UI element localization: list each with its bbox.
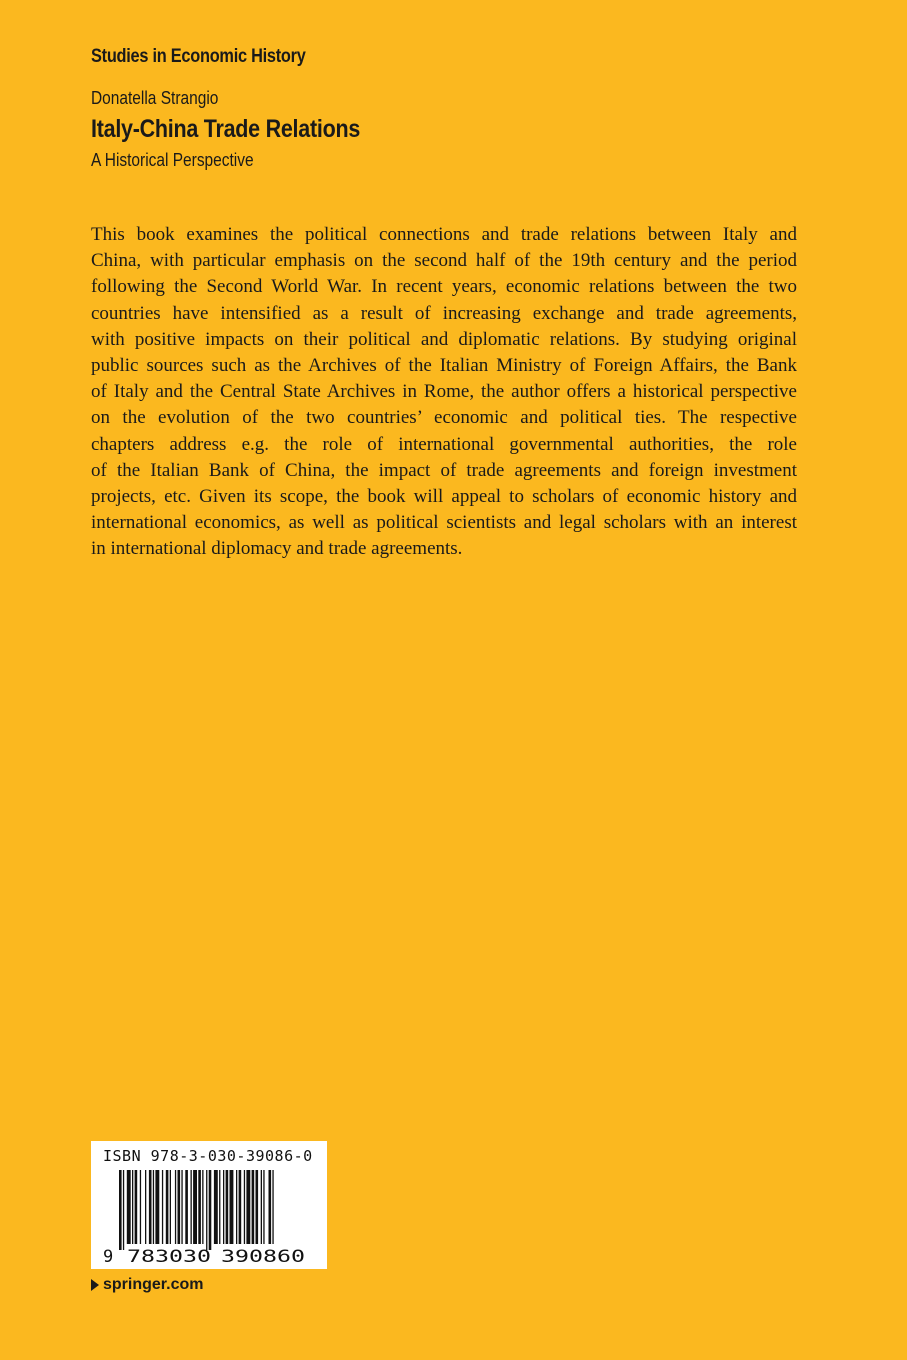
- blurb-line: on the evolution of the two countries’ economic and political ties. The respective: [91, 407, 797, 429]
- barcode-bar: [155, 1170, 159, 1244]
- barcode-bar: [178, 1170, 181, 1244]
- barcode-bar: [193, 1170, 197, 1244]
- barcode-bars: [119, 1170, 274, 1250]
- barcode-bar: [175, 1170, 176, 1244]
- barcode-bar: [223, 1170, 224, 1244]
- barcode-bar: [261, 1170, 262, 1244]
- arrow-right-icon: [91, 1279, 99, 1291]
- barcode-bar: [256, 1170, 259, 1244]
- series-name: Studies in Economic History: [91, 46, 306, 67]
- barcode-bar: [135, 1170, 138, 1244]
- publisher-link[interactable]: [91, 1276, 203, 1294]
- barcode-bar: [214, 1170, 218, 1244]
- barcode-bar: [263, 1170, 264, 1244]
- isbn-barcode-box: [91, 1141, 327, 1269]
- blurb-line: of the Italian Bank of China, the impact of trade agreements and foreign investment: [91, 459, 797, 481]
- blurb-line: following the Second World War. In recent years, economic relations between the two: [91, 276, 797, 298]
- barcode-bar: [119, 1170, 122, 1250]
- barcode-bar: [239, 1170, 242, 1244]
- barcode-bar: [206, 1170, 207, 1250]
- blurb-line: This book examines the political connections and trade relations between Italy and: [91, 224, 797, 245]
- barcode-bar: [219, 1170, 220, 1244]
- barcode-bar: [162, 1170, 163, 1244]
- barcode-bar: [202, 1170, 203, 1244]
- barcode-bar: [226, 1170, 229, 1244]
- publisher-url: springer.com: [103, 1276, 204, 1293]
- barcode-bar: [269, 1170, 272, 1244]
- barcode-bar: [149, 1170, 152, 1244]
- barcode-bar: [198, 1170, 201, 1244]
- barcode-bar: [140, 1170, 141, 1244]
- blurb-line: in international diplomacy and trade agreements.: [91, 538, 463, 560]
- blurb-line: countries have intensified as a result of increasing exchange and trade agreements,: [91, 302, 797, 324]
- barcode-bar: [166, 1170, 169, 1244]
- barcode-bar: [145, 1170, 146, 1244]
- barcode-bar: [272, 1170, 273, 1244]
- blurb: [91, 222, 797, 563]
- barcode-bar: [185, 1170, 188, 1244]
- barcode-bar: [191, 1170, 192, 1244]
- barcode-bar: [230, 1170, 234, 1244]
- barcode-bar: [236, 1170, 237, 1244]
- barcode-digit-lead: 9: [103, 1247, 114, 1264]
- barcode-bar: [132, 1170, 133, 1244]
- isbn-label: ISBN 978-3-030-39086-0: [103, 1147, 313, 1165]
- blurb-line: public sources such as the Archives of the Italian Ministry of Foreign Affairs, the Bank: [91, 355, 797, 377]
- blurb-line: China, with particular emphasis on the second half of the 19th century and the period: [91, 250, 797, 272]
- barcode-bar: [244, 1170, 245, 1244]
- blurb-line: with positive impacts on their political and diplomatic relations. By studying original: [91, 328, 797, 350]
- barcode-digits-right: 390860: [221, 1247, 305, 1264]
- barcode-bar: [153, 1170, 154, 1244]
- barcode-bar: [123, 1170, 124, 1250]
- book-title: Italy-China Trade Relations: [91, 115, 361, 143]
- blurb-line: chapters address e.g. the role of international governmental authorities, the role: [91, 433, 797, 455]
- barcode-bar: [246, 1170, 250, 1244]
- barcode-bar: [127, 1170, 131, 1244]
- book-subtitle: A Historical Perspective: [91, 150, 254, 170]
- blurb-line: projects, etc. Given its scope, the book will appeal to scholars of economic history and: [91, 486, 797, 508]
- barcode-bar: [252, 1170, 255, 1244]
- barcode: [103, 1170, 315, 1264]
- barcode-digits-left: 783030: [127, 1247, 211, 1264]
- barcode-bar: [181, 1170, 182, 1244]
- blurb-line: international economics, as well as political scientists and legal scholars with an interest: [91, 512, 797, 534]
- author-name: Donatella Strangio: [91, 88, 219, 108]
- barcode-bar: [170, 1170, 171, 1244]
- blurb-line: of Italy and the Central State Archives in Rome, the author offers a historical perspective: [91, 381, 797, 403]
- barcode-bar: [209, 1170, 212, 1250]
